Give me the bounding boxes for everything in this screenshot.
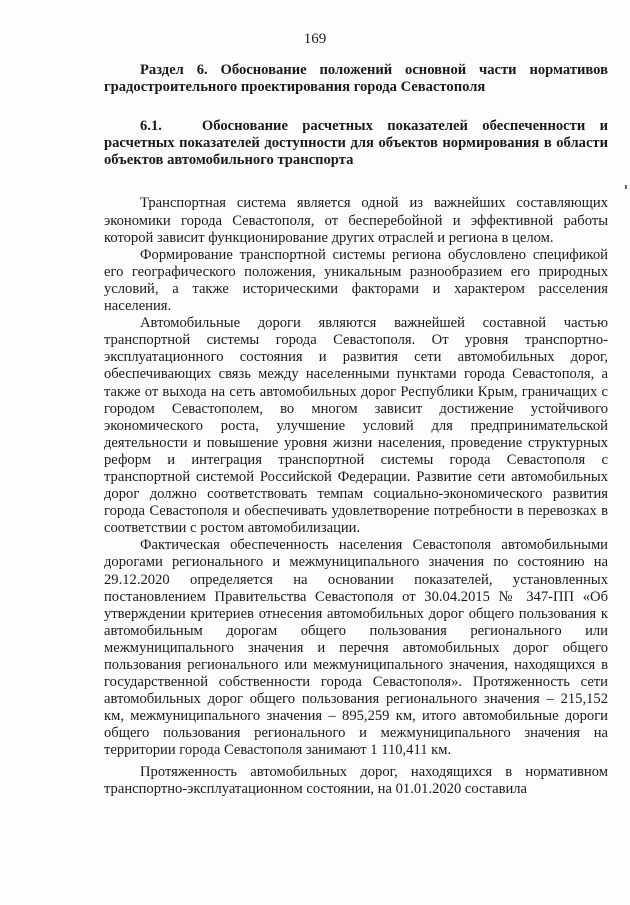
paragraph-formation: Формирование транспортной системы региона обусловлено спецификой его географического положения, уникальным разнообразием его природных условий, а также историческими факторами и характером расселения населения. [104,246,608,315]
subsection-title: Обоснование расчетных показателей обеспеченности и расчетных показателей доступности для объектов нормирования в области объектов автомобильного транспорта [104,118,608,169]
paragraph-transport-system: Транспортная система является одной из важнейших составляющих экономики города Севастополя, от бесперебойной и эффективной работы которой зависит функционирование других отраслей и региона в целом. [104,195,608,246]
paragraph-actual-provision: Фактическая обеспеченность населения Севастополя автомобильными дорогами регионального и межмуниципального значения по состоянию на 29.12.2020 определяется на основании показателей, установленных постановлением Правительства Севастополя от 30.04.2015 № 347-ПП «Об утверждении критериев отнесения автомобильных дорог общего пользования к автомобильным дорогам общего пользования регионального или межмуниципального значения и перечня автомобильных дорог общего пользования регионального или межмуниципального значения, находящихся в государственной собственности города Севастополя». Протяженность сети автомобильных дорог общего пользования регионального значения – 215,152 км, межмуниципального значения – 895,259 км, итого автомобильные дороги общего пользования регионального и межмуниципального значения на территории города Севастополя занимают 1 110,411 км. [104,537,608,759]
scan-mark [625,185,627,189]
paragraph-roads: Автомобильные дороги являются важнейшей составной частью транспортной системы города Севастополя. От уровня транспортно-эксплуатационного состояния и развития сети автомобильных дорог, обеспечивающих связь между населенными пунктами города Севастополя, а также от выхода на сеть автомобильных дорог Республики Крым, граничащих с городом Севастополем, во многом зависит достижение устойчивого экономического роста, улучшение условий для предпринимательской деятельности и повышение уровня жизни населения, проведение структурных реформ и интеграция транспортной системы города Севастополя с транспортной системой Российской Федерации. Развитие сети автомобильных дорог должно соответствовать темпам социально-экономического развития города Севастополя и обеспечивать удовлетворение потребности в перевозках в соответствии с ростом автомобилизации. [104,315,608,537]
section-title: Раздел 6. Обоснование положений основной части нормативов градостроительного проектирования города Севастополя [104,62,608,96]
subsection-heading [104,118,608,169]
paragraph-road-length: Протяженность автомобильных дорог, находящихся в нормативном транспортно-эксплуатационном состоянии, на 01.01.2020 составила [104,763,608,797]
subsection-number: 6.1. [140,118,162,135]
page-number: 169 [303,31,327,47]
document-body [104,62,608,798]
